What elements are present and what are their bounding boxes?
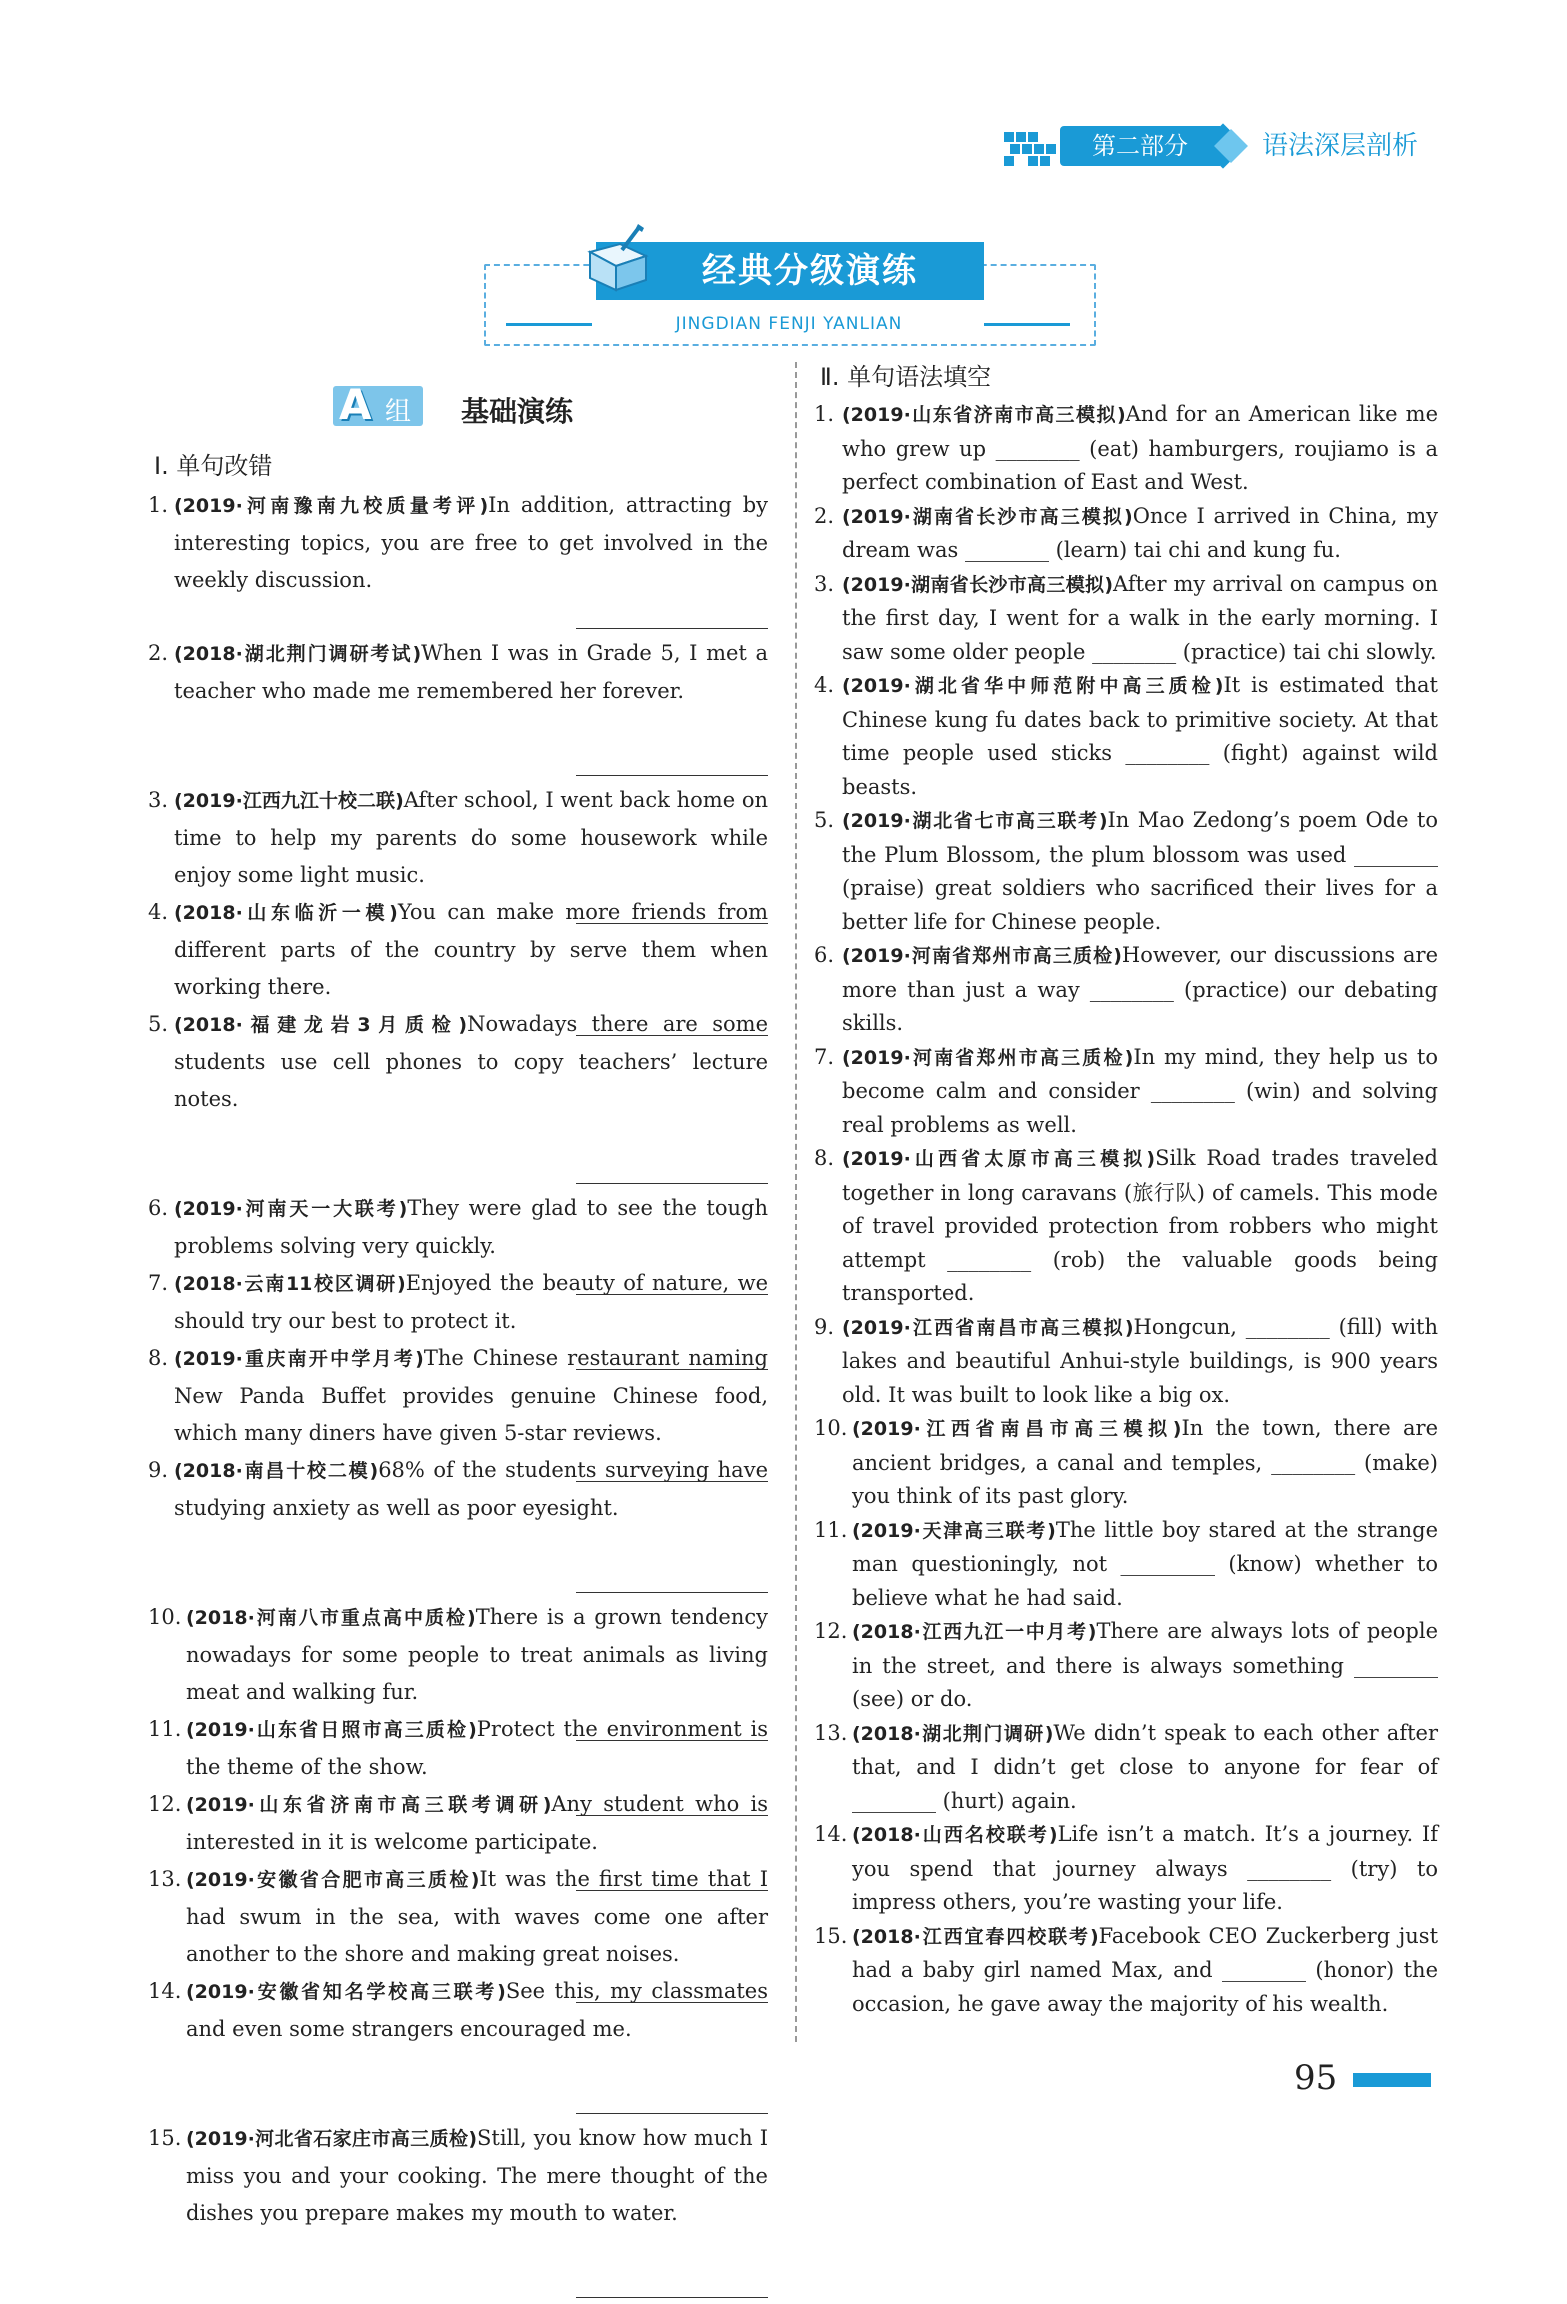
item-source: (2019·湖南省长沙市高三模拟) [842, 573, 1114, 596]
item-source: (2018·江西宜春四校联考) [852, 1925, 1099, 1948]
item-source: (2018·福建龙岩3月质检) [174, 1014, 468, 1036]
item-source: (2018·湖北荆门调研) [852, 1722, 1054, 1745]
exercise-item [814, 1412, 1438, 1514]
item-number: 14. [148, 1979, 182, 2003]
exercise-item [148, 1711, 768, 1786]
banner-rule-right [984, 323, 1070, 326]
section-banner [484, 218, 1094, 358]
item-number: 5. [814, 808, 835, 832]
exercise-item [814, 1615, 1438, 1717]
answer-line[interactable] [148, 1527, 768, 1599]
exercise-item [814, 398, 1438, 500]
item-text: Protect the environment is the theme of the show. [186, 1717, 768, 1779]
exercise-item [814, 500, 1438, 568]
exercise-item [814, 568, 1438, 670]
item-source: (2019·河南豫南九校质量考评) [174, 495, 489, 517]
item-number: 6. [814, 943, 835, 967]
item-text: And for an American like me who grew up ________ (eat) hamburgers, roujiamo is a perfect combination of East and West. [842, 402, 1438, 494]
item-text: After my arrival on campus on the first day, I went for a walk in the early morning. I saw some older people ________ (practice) tai chi slowly. [842, 571, 1438, 664]
banner-title: 经典分级演练 [702, 251, 918, 291]
exercise-item [148, 1340, 768, 1452]
item-number: 9. [814, 1314, 835, 1339]
item-source: (2018·云南11校区调研) [174, 1273, 406, 1295]
item-source: (2019·山东省日照市高三质检) [186, 1719, 477, 1741]
item-number: 11. [148, 1717, 182, 1741]
exercise-item [148, 487, 768, 599]
item-source: (2019·江西省南昌市高三模拟) [852, 1418, 1182, 1440]
exercise-item [814, 1514, 1438, 1616]
group-suffix: 组 [385, 397, 412, 427]
item-number: 7. [148, 1271, 169, 1295]
item-source: (2019·河南省郑州市高三质检) [842, 945, 1122, 967]
item-source: (2019·天津高三联考) [852, 1519, 1056, 1542]
item-source: (2019·安徽省合肥市高三质检) [186, 1869, 480, 1891]
item-source: (2019·湖北省华中师范附中高三质检) [842, 675, 1224, 697]
section-title: Ⅱ. 单句语法填空 [820, 363, 992, 391]
answer-line[interactable] [148, 2048, 768, 2120]
item-source: (2019·江西九江十校二联) [174, 790, 404, 812]
item-source: (2019·江西省南昌市高三模拟) [842, 1316, 1134, 1339]
item-number: 2. [814, 503, 835, 528]
group-badge [333, 380, 423, 429]
item-text: When I was in Grade 5, I met a teacher who made me remembered her forever. [174, 641, 769, 703]
item-source: (2018·南昌十校二模) [174, 1460, 379, 1482]
exercise-item [148, 1452, 768, 1527]
item-text: It is estimated that Chinese kung fu dates back to primitive society. At that time people used sticks ________ (fight) against wild beasts. [842, 673, 1438, 799]
item-source: (2019·重庆南开中学月考) [174, 1348, 424, 1370]
exercise-item [148, 1265, 768, 1340]
group-letter: A [339, 380, 372, 429]
item-text: 68% of the students surveying have studying anxiety as well as poor eyesight. [174, 1458, 768, 1520]
item-source: (2019·山东省济南市高三联考调研) [186, 1794, 552, 1816]
item-number: 12. [148, 1792, 182, 1816]
item-source: (2018·山西名校联考) [852, 1824, 1058, 1846]
exercise-item [814, 1311, 1438, 1413]
item-text: Still, you know how much I miss you and your cooking. The mere thought of the dishes you prepare makes my mouth to water. [186, 2126, 768, 2225]
item-number: 11. [814, 1517, 848, 1542]
group-heading [333, 380, 633, 430]
item-text: Life isn’t a match. It’s a journey. If you spend that journey always ________ (try) to impress others, you’re wasting your life. [852, 1822, 1438, 1914]
item-number: 3. [148, 788, 169, 812]
section-title: Ⅰ. 单句改错 [154, 452, 273, 480]
item-number: 15. [814, 1923, 848, 1948]
item-source: (2018·江西九江一中月考) [852, 1621, 1097, 1643]
item-text: See this, my classmates and even some strangers encouraged me. [186, 1979, 768, 2041]
page-number: 95 [1294, 2058, 1338, 2098]
item-source: (2019·河南省郑州市高三质检) [842, 1046, 1134, 1069]
item-text: In the town, there are ancient bridges, a canal and temples, ________ (make) you think of its past glory. [852, 1416, 1439, 1508]
item-text: Hongcun, ________ (fill) with lakes and beautiful Anhui-style buildings, is 900 years old. It was built to look like a big ox. [842, 1314, 1439, 1407]
column-divider [795, 362, 797, 2042]
item-number: 6. [148, 1196, 169, 1220]
item-number: 14. [814, 1822, 848, 1846]
exercise-item [148, 2120, 768, 2232]
item-number: 9. [148, 1458, 169, 1482]
exercise-item [814, 1041, 1438, 1143]
item-number: 13. [814, 1720, 848, 1745]
banner-subtitle: JINGDIAN FENJI YANLIAN [675, 314, 903, 334]
exercise-item [814, 804, 1438, 939]
item-source: (2018·湖北荆门调研考试) [174, 643, 422, 665]
item-number: 3. [814, 571, 835, 596]
item-source: (2019·山东省济南市高三模拟) [842, 404, 1126, 426]
exercise-item [148, 894, 768, 1006]
item-text: It was the first time that I had swum in the sea, with waves come one after another to the shore and making great noises. [186, 1867, 768, 1966]
item-source: (2019·河南天一大联考) [174, 1198, 408, 1220]
item-source: (2019·山西省太原市高三模拟) [842, 1148, 1156, 1170]
exercise-item [814, 1717, 1438, 1819]
item-number: 12. [814, 1619, 848, 1643]
exercise-item [148, 782, 768, 894]
answer-gap [148, 599, 768, 635]
item-number: 15. [148, 2126, 182, 2150]
item-number: 13. [148, 1867, 182, 1891]
item-text: Any student who is interested in it is welcome participate. [186, 1792, 769, 1854]
item-text: They were glad to see the tough problems solving very quickly. [174, 1196, 769, 1258]
exercise-item [148, 1861, 768, 1973]
item-number: 10. [814, 1416, 848, 1440]
part-label: 第二部分 [1060, 126, 1220, 166]
item-text: Once I arrived in China, my dream was ________ (learn) tai chi and kung fu. [842, 503, 1439, 562]
item-text: Enjoyed the beauty of nature, we should try our best to protect it. [174, 1271, 768, 1333]
answer-line[interactable] [148, 1118, 768, 1190]
item-number: 8. [814, 1146, 835, 1170]
item-number: 4. [148, 900, 169, 924]
page-header [1000, 122, 1480, 172]
item-text: Silk Road trades traveled together in long caravans (旅行队) of camels. This mode of travel provided protection from robbers who might attempt ________ (rob) the valuable goods being transported. [842, 1146, 1439, 1305]
item-source: (2019·湖北省七市高三联考) [842, 810, 1108, 832]
banner-title-box [596, 242, 984, 300]
exercise-item [148, 1006, 768, 1118]
exercise-item [148, 1786, 768, 1861]
exercise-item [814, 669, 1438, 804]
exercise-item [814, 1142, 1438, 1311]
item-text: In my mind, they help us to become calm and consider ________ (win) and solving real problems as well. [842, 1044, 1438, 1137]
item-source: (2019·湖南省长沙市高三模拟) [842, 505, 1133, 528]
page-number-bar [1353, 2073, 1431, 2087]
item-source: (2018·河南八市重点高中质检) [186, 1607, 476, 1629]
item-text: In Mao Zedong’s poem Ode to the Plum Blossom, the plum blossom was used ________ (praise) great soldiers who sacrificed their lives for a better life for Chinese people. [842, 808, 1438, 934]
item-text: The little boy stared at the strange man questioningly, not _________ (know) whether to believe what he had said. [852, 1517, 1438, 1610]
exercise-item [148, 635, 768, 710]
item-number: 8. [148, 1346, 169, 1370]
item-text: In addition, attracting by interesting topics, you are free to get involved in the weekly discussion. [174, 493, 769, 592]
exercise-item [814, 939, 1438, 1041]
group-name: 基础演练 [461, 395, 574, 428]
item-text: However, our discussions are more than just a way ________ (practice) our debating skills. [842, 943, 1438, 1035]
item-text: There is a grown tendency nowadays for some people to treat animals as living meat and walking fur. [186, 1605, 768, 1704]
item-source: (2019·安徽省知名学校高三联考) [186, 1981, 506, 2003]
item-source: (2019·河北省石家庄市高三质检) [186, 2128, 478, 2150]
item-text: The Chinese restaurant naming New Panda Buffet provides genuine Chinese food, which many diners have given 5-star reviews. [174, 1346, 768, 1445]
item-text: There are always lots of people in the street, and there is always something ________ (see) or do. [852, 1619, 1438, 1711]
error-correction-section [148, 447, 768, 2304]
grammar-fill-section [814, 358, 1438, 2021]
exercise-item [814, 1818, 1438, 1920]
item-text: Nowadays there are some students use cell phones to copy teachers’ lecture notes. [174, 1012, 768, 1111]
item-number: 1. [148, 493, 169, 517]
book-cube-icon [584, 222, 650, 292]
answer-line[interactable] [148, 2232, 768, 2304]
item-number: 5. [148, 1012, 169, 1036]
exercise-item [814, 1920, 1438, 2022]
item-source: (2018·山东临沂一模) [174, 902, 398, 924]
item-text: After school, I went back home on time to help my parents do some housework while enjoy some light music. [174, 788, 768, 887]
item-number: 2. [148, 641, 169, 665]
item-number: 10. [148, 1605, 182, 1629]
item-number: 4. [814, 673, 835, 697]
item-text: You can make more friends from different parts of the country by serve them when working there. [174, 900, 768, 999]
exercise-item [148, 1599, 768, 1711]
item-number: 7. [814, 1044, 835, 1069]
item-text: We didn’t speak to each other after that, and I didn’t get close to anyone for fear of ________ (hurt) again. [852, 1720, 1438, 1813]
exercise-item [148, 1190, 768, 1265]
item-text: Facebook CEO Zuckerberg just had a baby girl named Max, and ________ (honor) the occasion, he gave away the majority of his wealth. [852, 1923, 1439, 2016]
answer-line[interactable] [148, 710, 768, 782]
exercise-item [148, 1973, 768, 2048]
item-number: 1. [814, 402, 835, 426]
part-title: 语法深层剖析 [1262, 131, 1419, 161]
